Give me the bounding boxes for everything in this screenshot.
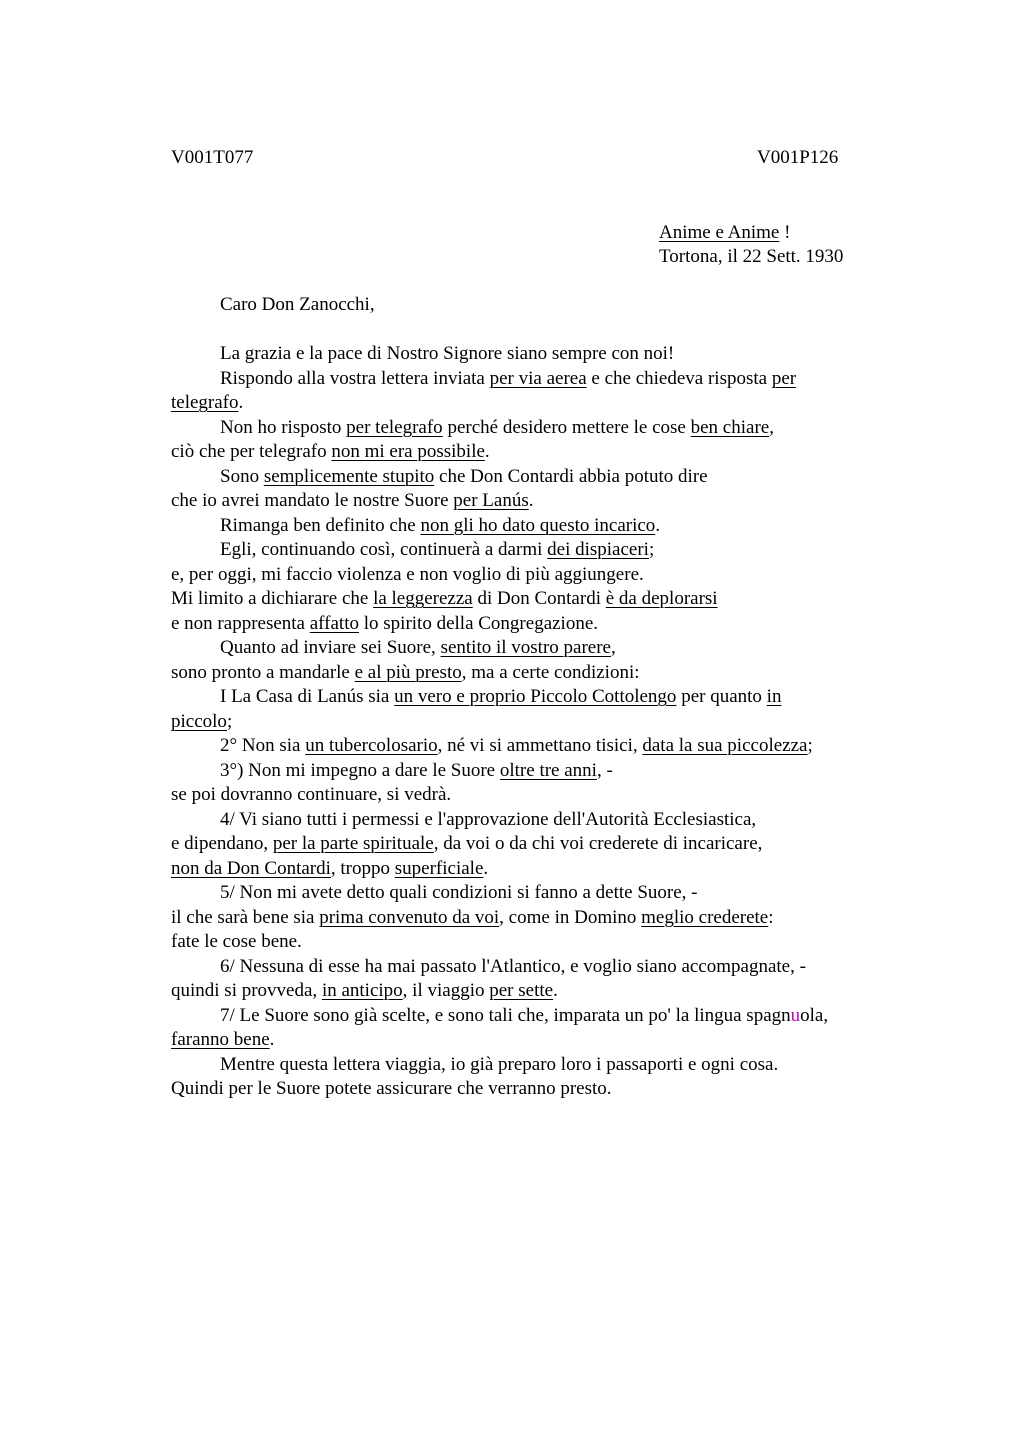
text-segment: .: [553, 980, 558, 1001]
letter-line: [171, 636, 911, 661]
letter-paragraphs: [171, 342, 911, 1102]
underlined-phrase: sentito il vostro parere: [440, 637, 611, 658]
letter-line: [171, 710, 911, 735]
letter-line: [171, 759, 911, 784]
text-segment: ;: [807, 735, 813, 756]
letter-line: [171, 440, 911, 465]
letter-body: [171, 293, 911, 1102]
underlined-phrase: non da Don Contardi: [171, 857, 331, 879]
letter-line: [171, 342, 911, 367]
letter-line: [171, 783, 911, 808]
text-segment: .: [238, 392, 244, 413]
underlined-phrase: per via aerea: [489, 367, 587, 389]
underlined-phrase: telegrafo: [171, 392, 239, 413]
underlined-phrase: dei dispiaceri: [547, 539, 649, 560]
letter-line: [171, 734, 911, 759]
letter-line: [171, 563, 911, 588]
salutation: Caro Don Zanocchi,: [220, 294, 375, 315]
text-segment: Egli, continuando così, continuerà a darmi: [220, 539, 548, 560]
text-segment: e, per oggi, mi faccio violenza e non voglio di più aggiungere.: [171, 563, 644, 585]
letter-line: [171, 955, 911, 980]
text-segment: .: [483, 857, 489, 879]
letter-line: [171, 832, 911, 857]
letter-line: [171, 1077, 911, 1102]
letter-line: [171, 587, 911, 612]
text-segment: 6/ Nessuna di esse ha mai passato l'Atlantico, e voglio siano accompagnate, -: [220, 955, 806, 977]
letter-line: [171, 514, 911, 539]
underlined-phrase: per telegrafo: [346, 416, 443, 438]
letter-line: [171, 489, 911, 514]
underlined-phrase: è da deplorarsi: [605, 588, 718, 609]
text-segment: il che sarà bene sia: [171, 906, 320, 928]
text-segment: che Don Contardi abbia potuto dire: [434, 465, 708, 487]
text-segment: , ma a certe condizioni:: [461, 661, 640, 683]
underlined-phrase: per: [771, 367, 797, 389]
letter-line: [171, 881, 911, 906]
text-segment: , né vi si ammettano tisici,: [437, 735, 643, 756]
text-segment: .: [269, 1029, 275, 1050]
text-segment: Mi limito a dichiarare che: [171, 588, 374, 609]
highlighted-letter: u: [790, 1004, 801, 1026]
underlined-phrase: prima convenuto da voi: [319, 906, 500, 928]
underlined-phrase: e al più presto: [354, 661, 462, 683]
letter-line: [171, 1053, 911, 1078]
text-segment: ola,: [800, 1004, 829, 1026]
underlined-phrase: un vero e proprio Piccolo Cottolengo: [394, 686, 677, 707]
letter-line: [171, 930, 911, 955]
underlined-phrase: per Lanús: [453, 490, 529, 511]
text-segment: , il viaggio: [402, 980, 490, 1001]
underlined-phrase: faranno bene: [171, 1029, 270, 1050]
text-segment: 7/ Le Suore sono già scelte, e sono tali che, imparata un po' la lingua spagn: [220, 1004, 791, 1026]
text-segment: Mentre questa lettera viaggia, io già preparo loro i passaporti e ogni cosa.: [220, 1053, 779, 1075]
letter-line: [171, 661, 911, 686]
underlined-phrase: per sette: [489, 980, 554, 1001]
text-segment: perché desidero mettere le cose: [442, 416, 691, 438]
motto-block: [659, 221, 989, 269]
text-segment: ,: [769, 416, 774, 438]
letter-line: [171, 979, 911, 1004]
underlined-phrase: affatto: [309, 612, 359, 634]
text-segment: , troppo: [330, 857, 395, 879]
text-segment: di Don Contardi: [472, 588, 606, 609]
text-segment: e non rappresenta: [171, 612, 310, 634]
text-segment: per quanto: [676, 686, 767, 707]
letter-line: [171, 1028, 911, 1053]
text-segment: lo spirito della Congregazione.: [359, 612, 599, 634]
underlined-phrase: non mi era possibile: [331, 441, 485, 462]
text-segment: I La Casa di Lanús sia: [220, 686, 395, 707]
letter-line: [171, 857, 911, 882]
underlined-phrase: non gli ho dato questo incarico: [420, 514, 656, 536]
underlined-phrase: in: [766, 686, 782, 707]
letter-line: [171, 1004, 911, 1029]
text-segment: 4/ Vi siano tutti i permessi e l'approvazione dell'Autorità Ecclesiastica,: [220, 808, 757, 830]
place-date: Tortona, il 22 Sett. 1930: [659, 246, 844, 267]
text-segment: , -: [596, 759, 613, 781]
text-segment: .: [484, 441, 490, 462]
letter-line: [171, 906, 911, 931]
text-segment: Rispondo alla vostra lettera inviata: [220, 367, 490, 389]
blank-line: [171, 318, 911, 343]
text-segment: La grazia e la pace di Nostro Signore siano sempre con noi!: [220, 343, 675, 364]
text-segment: se poi dovranno continuare, si vedrà.: [171, 784, 452, 805]
letter-line: [171, 465, 911, 490]
text-segment: , come in Domino: [499, 906, 642, 928]
text-segment: Non ho risposto: [220, 416, 347, 438]
letter-line: [171, 685, 911, 710]
text-segment: quindi si provveda,: [171, 980, 322, 1001]
document-code-left: V001T077: [171, 147, 254, 168]
letter-line: [171, 612, 911, 637]
text-segment: 3°) Non mi impegno a dare le Suore: [220, 759, 500, 781]
text-segment: e che chiedeva risposta: [586, 367, 772, 389]
letter-line: [171, 416, 911, 441]
motto-line: [659, 221, 989, 245]
text-segment: ;: [226, 710, 233, 732]
letter-line: [171, 391, 911, 416]
motto-mark: !: [779, 222, 791, 243]
text-segment: Sono: [220, 465, 264, 487]
document-code-right: V001P126: [757, 147, 839, 168]
motto-phrase: Anime e Anime: [659, 222, 780, 243]
letter-line: [171, 808, 911, 833]
underlined-phrase: superficiale: [394, 857, 484, 879]
text-segment: :: [768, 906, 774, 928]
underlined-phrase: un tubercolosario: [305, 735, 438, 756]
text-segment: .: [528, 490, 534, 511]
text-segment: che io avrei mandato le nostre Suore: [171, 490, 454, 511]
text-segment: e dipendano,: [171, 833, 273, 854]
underlined-phrase: piccolo: [171, 710, 227, 732]
underlined-phrase: meglio crederete: [641, 906, 769, 928]
text-segment: , da voi o da chi voi crederete di incaricare,: [433, 833, 763, 854]
text-segment: ;: [648, 539, 655, 560]
underlined-phrase: la leggerezza: [373, 588, 473, 609]
text-segment: 5/ Non mi avete detto quali condizioni si fanno a dette Suore, -: [220, 882, 698, 903]
text-segment: Quanto ad inviare sei Suore,: [220, 637, 441, 658]
underlined-phrase: data la sua piccolezza: [642, 735, 808, 756]
text-segment: ,: [611, 637, 616, 658]
underlined-phrase: ben chiare: [690, 416, 770, 438]
underlined-phrase: semplicemente stupito: [263, 465, 435, 487]
letter-line: [171, 538, 911, 563]
text-segment: sono pronto a mandarle: [171, 661, 355, 683]
letter-line: [171, 367, 911, 392]
text-segment: Rimanga ben definito che: [220, 514, 421, 536]
text-segment: fate le cose bene.: [171, 931, 302, 952]
text-segment: ciò che per telegrafo: [171, 441, 332, 462]
underlined-phrase: oltre tre anni: [499, 759, 597, 781]
underlined-phrase: in anticipo: [321, 980, 403, 1001]
text-segment: Quindi per le Suore potete assicurare che verranno presto.: [171, 1078, 612, 1099]
underlined-phrase: per la parte spirituale: [272, 833, 434, 854]
text-segment: .: [655, 514, 661, 536]
text-segment: 2° Non sia: [220, 735, 306, 756]
